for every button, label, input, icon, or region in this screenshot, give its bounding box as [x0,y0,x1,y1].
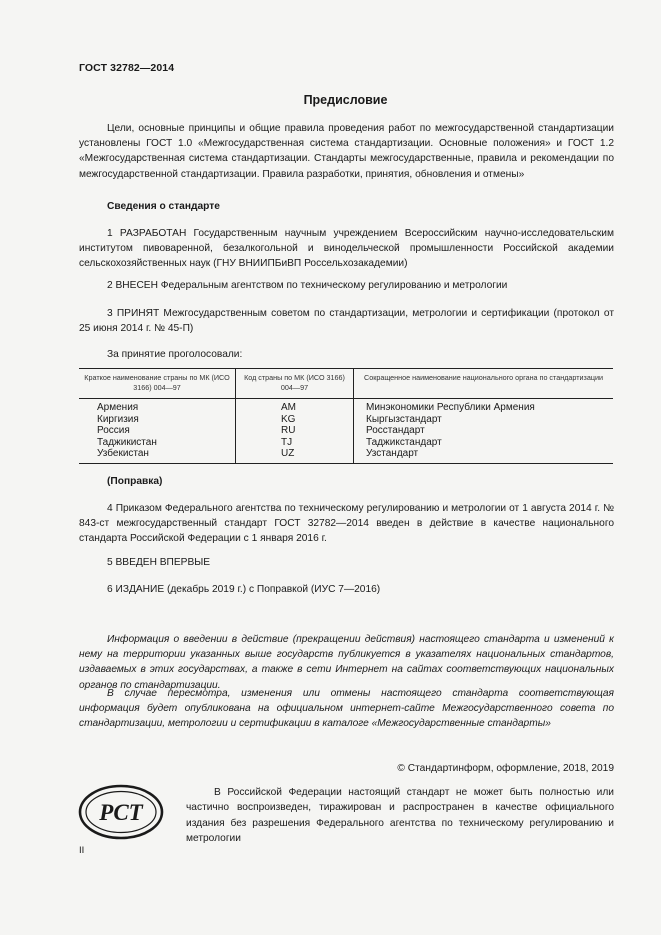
table-cell-code: RU [236,425,354,437]
table-row [79,437,613,449]
item-3-paragraph: 3 ПРИНЯТ Межгосударственным советом по стандартизации, метрологии и сертификации (протокол от 25 июня 2014 г. № 45-П) [79,308,614,335]
item-2-paragraph: 2 ВНЕСЕН Федеральным агентством по техническому регулированию и метрологии [107,280,508,291]
table-row [79,414,613,426]
copyright-notice: В Российской Федерации настоящий стандарт не может быть полностью или частично воспроизведен, тиражирован и распространен в качестве официального издания без разрешения Федерального агентства по техническому регулированию и метрологии [186,787,614,845]
info-paragraph-2: В случае пересмотра, изменения или отмены настоящего стандарта соответствующая информация будет опубликована на официальном интернет-сайте Межгосударственного совета по стандартизации, метрологии и сертификации в каталоге «Межгосударственные стандарты» [79,688,614,730]
copyright-line: © Стандартинформ, оформление, 2018, 2019 [397,763,614,774]
table-cell-code: UZ [236,448,354,463]
table-cell-body: Таджикстандарт [354,437,614,449]
item-4-paragraph: 4 Приказом Федерального агентства по техническому регулированию и метрологии от 1 августа 2014 г. № 843-ст межгосударственный стандарт ГОСТ 32782—2014 введен в действие в качестве национального стандарта Российской Федерации с 1 января 2016 г. [79,503,614,545]
table-cell-code: KG [236,414,354,426]
table-cell-code: TJ [236,437,354,449]
item-6-paragraph: 6 ИЗДАНИЕ (декабрь 2019 г.) с Поправкой (ИУС 7—2016) [107,584,381,595]
page-number: II [79,845,85,856]
table-cell-country: Таджикистан [97,436,157,448]
table-header-row [79,369,613,399]
table-cell-country: Россия [97,425,130,436]
table-row [79,399,613,414]
table-row [79,425,613,437]
table-header-body: Сокращенное наименование национального органа по стандартизации [354,369,614,399]
voted-label: За принятие проголосовали: [107,349,243,360]
table-cell-body: Минэкономики Республики Армения [354,399,614,414]
table-cell-country: Узбекистан [79,448,236,463]
table-cell-body: Узстандарт [354,448,614,463]
table-cell-code: AM [236,399,354,414]
member-states-table [79,368,613,464]
rst-logo-icon [78,783,164,841]
item-1-paragraph: 1 РАЗРАБОТАН Государственным научным учреждением Всероссийским научно-исследовательским институтом пивоваренной, безалкогольной и винодельческой промышленности Российской академии сельскохозяйственных наук (ГНУ ВНИИПБиВП Россельхозакадемии) [79,228,614,270]
intro-paragraph: Цели, основные принципы и общие правила проведения работ по межгосударственной стандартизации установлены ГОСТ 1.0 «Межгосударственная система стандартизации. Основные положения» и ГОСТ 1.2 «Межгосударственная система стандартизации. Стандарты межгосударственные, правила и рекомендации по межгосударственной стандартизации. Правила разработки, принятия, обновления и отмены» [79,123,614,180]
amendment-heading: (Поправка) [107,476,163,487]
table-row [79,448,613,463]
table-cell-body: Кыргызстандарт [354,414,614,426]
logo-lettering: РСТ [99,800,143,825]
table-cell-country: Армения [97,402,139,413]
info-paragraph-1: Информация о введении в действие (прекращении действия) настоящего стандарта и изменений к нему на территории указанных выше государств публикуется в указателях национальных стандартов, издаваемых в этих государствах, а также в сети Интернет на сайтах соответствующих национальных органов по стандартизации. [79,634,614,691]
table-cell-country: Киргизия [97,413,139,425]
table-header-code: Код страны по МК (ИСО 3166) 004—97 [236,369,354,399]
page-title: Предисловие [303,93,388,107]
item-5-paragraph: 5 ВВЕДЕН ВПЕРВЫЕ [107,557,211,568]
document-code-header: ГОСТ 32782—2014 [79,62,175,74]
section-heading: Сведения о стандарте [107,201,220,212]
table-header-country: Краткое наименование страны по МК (ИСО 3166) 004—97 [79,369,236,399]
table-cell-body: Росстандарт [354,425,614,437]
